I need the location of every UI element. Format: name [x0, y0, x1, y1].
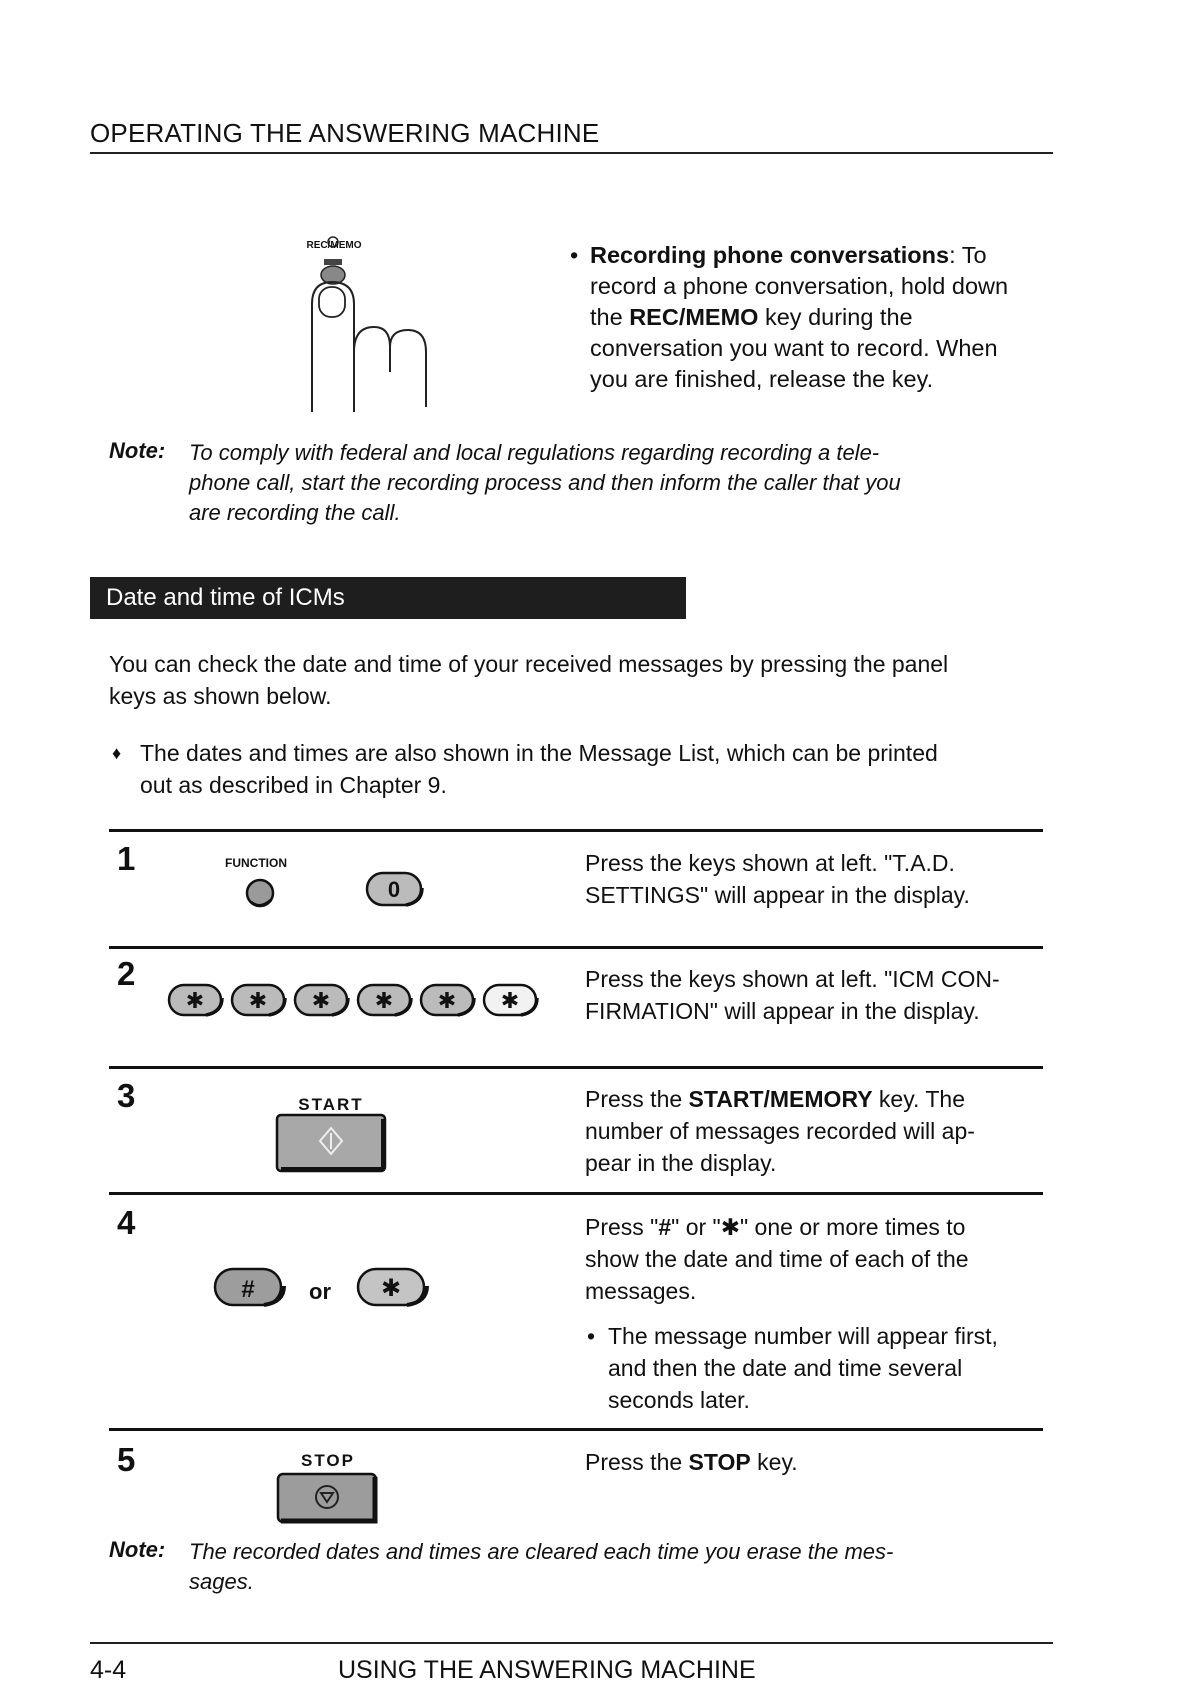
- zero-key-glyph: 0: [387, 877, 401, 902]
- star-key-glyph: ✱: [437, 988, 457, 1013]
- note1-line: are recording the call.: [189, 500, 401, 525]
- stop-key-button[interactable]: [275, 1471, 385, 1527]
- sub-bullet-item: [585, 1320, 1025, 1416]
- page-header-title: OPERATING THE ANSWERING MACHINE: [90, 118, 600, 148]
- list-item-line: The dates and times are also shown in the Message List, which can be printed: [140, 740, 938, 766]
- sub-bullet-line: and then the date and time several: [608, 1355, 963, 1381]
- star-key-button[interactable]: [166, 980, 226, 1022]
- sub-bullet-dot: •: [587, 1323, 596, 1349]
- rec-memo-key-icon: [324, 259, 342, 265]
- step-number: 1: [117, 840, 136, 877]
- step-number: 3: [117, 1077, 136, 1114]
- step-description: [585, 847, 1025, 911]
- footer-title: USING THE ANSWERING MACHINE: [338, 1656, 756, 1684]
- rec-memo-key-label: REC/MEMO: [306, 240, 362, 251]
- stop-key-name: STOP: [688, 1449, 751, 1475]
- step-line: pear in the display.: [585, 1150, 777, 1176]
- step-number: 4: [117, 1204, 136, 1241]
- step-line: show the date and time of each of the: [585, 1246, 969, 1272]
- sub-bullet-line: seconds later.: [608, 1387, 750, 1413]
- step-text: " or ": [671, 1214, 721, 1240]
- step-description: [585, 1446, 1025, 1478]
- bullet-dot: •: [570, 242, 579, 268]
- note2-line: The recorded dates and times are cleared each time you erase the mes-: [189, 1539, 894, 1564]
- star-key-glyph: ✱: [380, 1275, 402, 1302]
- step-line: number of messages recorded will ap-: [585, 1118, 975, 1144]
- step-divider: [109, 1428, 1043, 1431]
- star-key-button[interactable]: [418, 980, 478, 1022]
- list-item-line: out as described in Chapter 9.: [140, 772, 447, 798]
- star-key-button[interactable]: [355, 980, 415, 1022]
- diamond-bullet-icon: ♦: [112, 743, 122, 763]
- footer-rule: [90, 1642, 1053, 1644]
- section-title: Date and time of ICMs: [106, 584, 345, 611]
- note1-line: To comply with federal and local regulations regarding recording a tele-: [189, 440, 880, 465]
- recording-heading: Recording phone conversations: [590, 242, 950, 268]
- stop-key-label: STOP: [301, 1451, 355, 1470]
- note2-text: [189, 1537, 1049, 1597]
- star-key-glyph: ✱: [500, 988, 520, 1013]
- step-text: key.: [750, 1449, 798, 1475]
- start-memory-key-name: START/MEMORY: [688, 1086, 873, 1112]
- header-rule: [90, 152, 1053, 154]
- or-text: or: [309, 1279, 331, 1304]
- step-description: [585, 1211, 1025, 1416]
- intro-line: keys as shown below.: [109, 683, 332, 709]
- start-key-label: START: [298, 1095, 364, 1114]
- diamond-list-item: [112, 737, 1020, 801]
- note1-line: phone call, start the recording process and then inform the caller that you: [189, 470, 901, 495]
- finger-press-illustration: [290, 232, 450, 417]
- note1-label: Note:: [109, 438, 166, 463]
- hash-key-button[interactable]: [212, 1266, 288, 1312]
- star-key-glyph: ✱: [311, 988, 331, 1013]
- start-key-button[interactable]: [275, 1113, 391, 1175]
- star-symbol: ✱: [720, 1214, 740, 1240]
- step-number: 5: [117, 1441, 136, 1478]
- step-text: Press the: [585, 1086, 689, 1112]
- sub-bullet-line: The message number will appear first,: [608, 1323, 998, 1349]
- step-divider: [109, 1066, 1043, 1069]
- recording-text-before: : To record a phone conversation, hold down the: [590, 242, 1009, 330]
- intro-paragraph: [109, 648, 1039, 712]
- recording-bullet: [570, 240, 1040, 395]
- note1-text: [189, 438, 1049, 528]
- note2-label: Note:: [109, 1537, 166, 1562]
- step-description: [585, 963, 1025, 1027]
- hash-symbol: #: [658, 1214, 672, 1240]
- recording-text-after: key during the conversation you want to record. When you are finished, release the key.: [590, 304, 998, 392]
- step-text: " one or more times to: [740, 1214, 966, 1240]
- star-key-glyph: ✱: [374, 988, 394, 1013]
- recording-key-name: REC/MEMO: [629, 304, 759, 330]
- step-line: messages.: [585, 1278, 697, 1304]
- step-text: key. The: [872, 1086, 966, 1112]
- step-line: SETTINGS" will appear in the display.: [585, 882, 970, 908]
- step-text: Press the: [585, 1449, 689, 1475]
- star-key-row: [166, 980, 546, 1024]
- function-key-caption: FUNCTION: [225, 856, 287, 870]
- function-key-button[interactable]: [243, 876, 279, 912]
- step-divider: [109, 829, 1043, 832]
- zero-key-button[interactable]: [364, 870, 426, 910]
- star-key-glyph: ✱: [248, 988, 268, 1013]
- intro-line: You can check the date and time of your received messages by pressing the panel: [109, 651, 949, 677]
- step-line: Press the keys shown at left. "ICM CON-: [585, 966, 1000, 992]
- step-description: [585, 1083, 1025, 1179]
- step-text: Press ": [585, 1214, 659, 1240]
- step-line: FIRMATION" will appear in the display.: [585, 998, 980, 1024]
- star-key-glyph: ✱: [185, 988, 205, 1013]
- page-number: 4-4: [90, 1656, 127, 1684]
- note2-line: sages.: [189, 1569, 254, 1594]
- star-key-button[interactable]: [292, 980, 352, 1022]
- step-divider: [109, 1192, 1043, 1195]
- hash-key-glyph: #: [241, 1276, 255, 1303]
- step-divider: [109, 946, 1043, 949]
- star-key-button[interactable]: [355, 1266, 431, 1312]
- star-key-button[interactable]: [481, 980, 541, 1022]
- step-number: 2: [117, 955, 136, 992]
- step-line: Press the keys shown at left. "T.A.D.: [585, 850, 955, 876]
- star-key-button[interactable]: [229, 980, 289, 1022]
